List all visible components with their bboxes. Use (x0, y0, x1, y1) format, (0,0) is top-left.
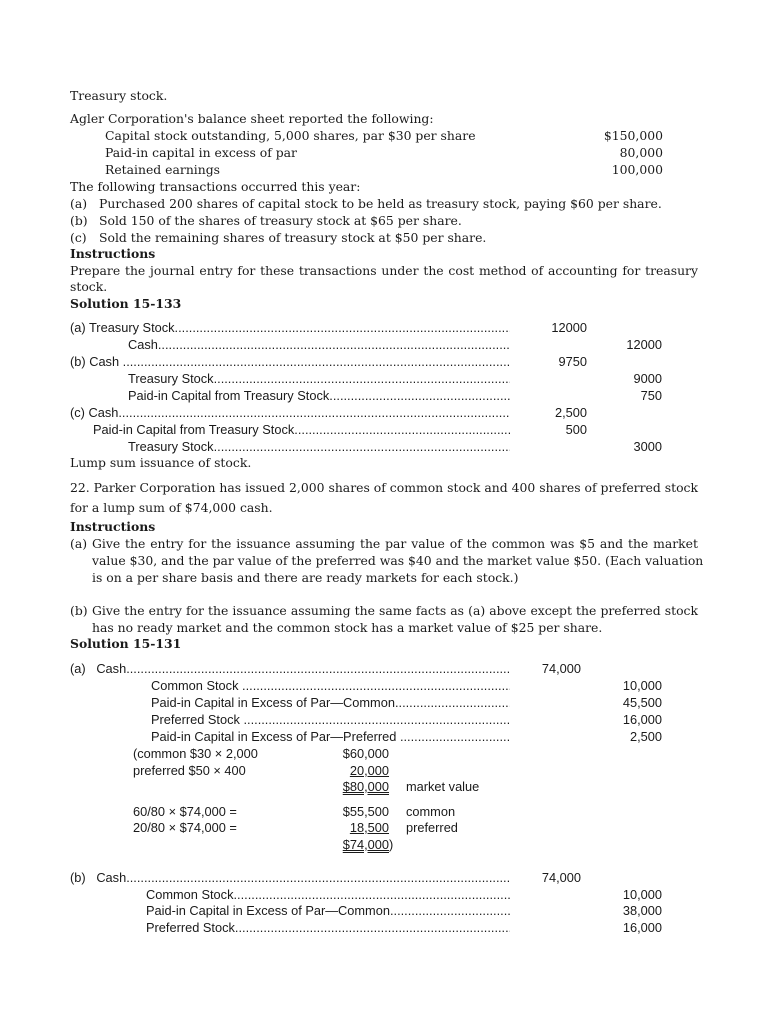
credit-amount: 2,500 (629, 729, 662, 744)
balance-label: Capital stock outstanding, 5,000 shares, par $30 per share (105, 128, 476, 143)
instructions-text: Prepare the journal entry for these transactions under the cost method of accounting for treasury (70, 263, 698, 278)
journal-row (128, 439, 510, 456)
journal-row (128, 371, 510, 388)
account-name: Paid-in Capital from Treasury Stock (128, 388, 330, 403)
debit-amount: 12000 (551, 320, 587, 335)
solution-heading: Solution 15-133 (70, 296, 182, 311)
account-name: Treasury Stock (128, 439, 214, 454)
section-title-treasury: Treasury stock. (70, 88, 168, 103)
calc-paren: ) (389, 837, 394, 852)
transaction-marker: (c) (70, 230, 87, 245)
entry-marker: (b) (70, 354, 90, 369)
credit-amount: 3000 (633, 439, 662, 454)
journal-row (70, 405, 510, 422)
part-a-text: Give the entry for the issuance assuming the par value of the common was $5 and the market (92, 536, 698, 551)
journal-row (151, 729, 510, 746)
journal-row (93, 422, 510, 439)
part-a-text: is on a per share basis and there are ready markets for each stock.) (92, 570, 519, 585)
account-name: Cash (96, 870, 127, 885)
journal-row (151, 712, 510, 729)
transaction-text: Purchased 200 shares of capital stock to be held as treasury stock, paying $60 per share. (99, 196, 662, 211)
calc-value: $55,500 (342, 804, 389, 819)
journal-row (70, 354, 510, 371)
calc-label: preferred $50 × 400 (133, 763, 246, 778)
journal-row (151, 695, 510, 712)
journal-row (128, 337, 510, 354)
account-name: Paid-in Capital from Treasury Stock (93, 422, 295, 437)
account-name: Paid-in Capital in Excess of Par—Common (146, 903, 390, 918)
transaction-marker: (b) (70, 213, 88, 228)
instructions-heading: Instructions (70, 246, 156, 261)
solution-heading: Solution 15-131 (70, 636, 182, 651)
journal-row (151, 678, 510, 695)
journal-row (70, 661, 510, 678)
calc-label: 20/80 × $74,000 = (133, 820, 237, 835)
entry-marker: (b) (70, 870, 97, 885)
part-b-text: has no ready market and the common stock has a market value of $25 per share. (92, 620, 603, 635)
calc-note: preferred (406, 820, 458, 835)
credit-amount: 12000 (626, 337, 662, 352)
account-name: Cash (88, 405, 119, 420)
debit-amount: 500 (565, 422, 587, 437)
journal-row (70, 870, 510, 887)
calc-value: 20,000 (349, 763, 389, 778)
calc-note: market value (406, 779, 480, 794)
transaction-text: Sold the remaining shares of treasury stock at $50 per share. (99, 230, 487, 245)
debit-amount: 74,000 (541, 870, 581, 885)
account-name: Treasury Stock (128, 371, 214, 386)
account-name: Cash (96, 661, 127, 676)
account-name: Cash (128, 337, 158, 352)
instructions-heading: Instructions (70, 519, 156, 534)
entry-marker: (c) (70, 405, 89, 420)
account-name: Paid-in Capital in Excess of Par—Preferred (151, 729, 400, 744)
account-name: Paid-in Capital in Excess of Par—Common (151, 695, 395, 710)
credit-amount: 10,000 (622, 887, 662, 902)
credit-amount: 9000 (633, 371, 662, 386)
balance-value: $150,000 (603, 128, 663, 143)
entry-marker: (a) (70, 661, 97, 676)
calc-total: $80,000 (342, 779, 389, 794)
journal-row (146, 920, 510, 937)
section-title-lump-sum: Lump sum issuance of stock. (70, 455, 252, 470)
instructions-text: stock. (70, 279, 108, 294)
part-b-text: Give the entry for the issuance assuming the same facts as (a) above except the preferred stock (92, 603, 698, 618)
credit-amount: 16,000 (622, 712, 662, 727)
balance-value: 100,000 (611, 162, 663, 177)
balance-label: Paid-in capital in excess of par (105, 145, 297, 160)
journal-row (70, 320, 510, 337)
part-marker: (a) (70, 536, 88, 551)
journal-row (146, 887, 510, 904)
account-name: Preferred Stock (151, 712, 244, 727)
calc-label: 60/80 × $74,000 = (133, 804, 237, 819)
calc-value: 18,500 (349, 820, 389, 835)
transactions-intro: The following transactions occurred this year: (70, 179, 361, 194)
account-name: Treasury Stock (88, 320, 175, 335)
debit-amount: 74,000 (541, 661, 581, 676)
entry-marker: (a) (70, 320, 89, 335)
question-text: for a lump sum of $74,000 cash. (70, 500, 273, 515)
account-name: Common Stock (151, 678, 243, 693)
part-marker: (b) (70, 603, 88, 618)
journal-row (128, 388, 510, 405)
calc-total: $74,000 (342, 837, 389, 852)
credit-amount: 750 (640, 388, 662, 403)
journal-row (146, 903, 510, 920)
account-name: Preferred Stock (146, 920, 235, 935)
calc-note: common (406, 804, 456, 819)
account-name: Cash (89, 354, 123, 369)
problem-intro: Agler Corporation's balance sheet reported the following: (70, 111, 434, 126)
credit-amount: 16,000 (622, 920, 662, 935)
transaction-text: Sold 150 of the shares of treasury stock at $65 per share. (99, 213, 462, 228)
account-name: Common Stock (146, 887, 234, 902)
calc-label: (common $30 × 2,000 (133, 746, 258, 761)
part-a-text: value $30, and the par value of the preferred was $40 and the market value $50. (Each valuation (92, 553, 704, 568)
question-text: 22. Parker Corporation has issued 2,000 shares of common stock and 400 shares of preferred stock (70, 480, 698, 495)
credit-amount: 45,500 (622, 695, 662, 710)
transaction-marker: (a) (70, 196, 88, 211)
debit-amount: 9750 (558, 354, 587, 369)
balance-value: 80,000 (619, 145, 663, 160)
debit-amount: 2,500 (554, 405, 587, 420)
credit-amount: 38,000 (622, 903, 662, 918)
credit-amount: 10,000 (622, 678, 662, 693)
calc-value: $60,000 (342, 746, 389, 761)
balance-label: Retained earnings (105, 162, 221, 177)
